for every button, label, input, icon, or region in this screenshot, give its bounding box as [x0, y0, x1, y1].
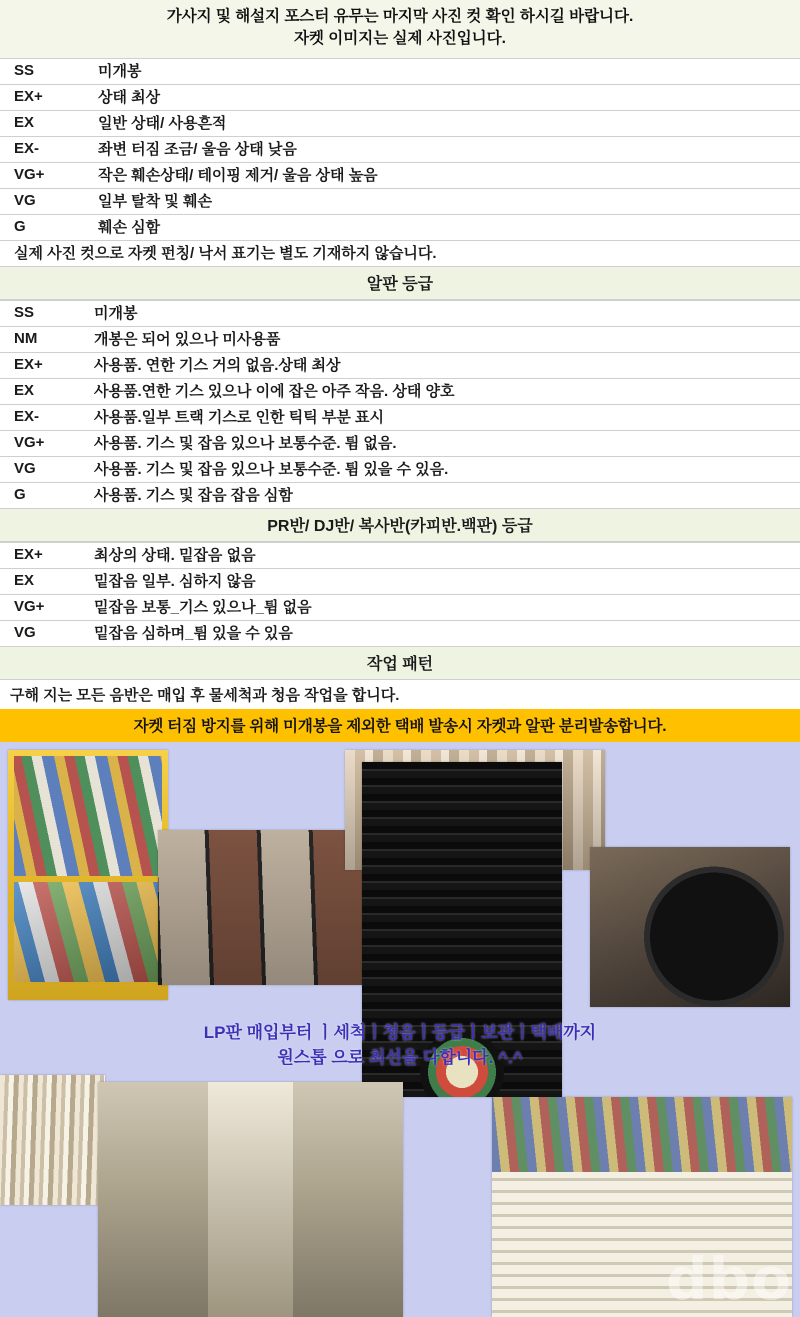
- photo-record-crates-yellow: [8, 750, 168, 1000]
- grade-description: 사용품. 연한 기스 거의 없음.상태 최상: [88, 352, 800, 378]
- grade-code: EX+: [0, 542, 88, 568]
- table-row: [0, 568, 800, 594]
- pr-section-title: PR반/ DJ반/ 복사반(카피반.백판) 등급: [0, 508, 800, 541]
- disc-section-header-row: [0, 266, 800, 299]
- photo-album-portraits: [158, 830, 363, 985]
- grade-code: EX-: [0, 404, 88, 430]
- grade-description: 밑잡음 심하며_튐 있을 수 있음: [88, 620, 800, 646]
- grade-code: SS: [0, 58, 94, 84]
- tagline-line-1: LP판 매입부터 ㅣ세척ㅣ청음ㅣ등급ㅣ보관ㅣ택배까지: [203, 1022, 597, 1042]
- grade-description: 사용품.연한 기스 있으나 이에 잡은 아주 작음. 상태 양호: [88, 378, 800, 404]
- table-row: [0, 378, 800, 404]
- aisle-floor: [208, 1082, 293, 1317]
- table-row: [0, 620, 800, 646]
- notice-line-2: 자켓 이미지는 실제 사진입니다.: [294, 30, 506, 48]
- photo-collage: [0, 742, 800, 1317]
- grade-description: 밑잡음 일부. 심하지 않음: [88, 568, 800, 594]
- jacket-grade-table: [0, 58, 800, 300]
- disc-grade-table: [0, 300, 800, 542]
- shipping-highlight-bar: 자켓 터짐 방지를 위해 미개봉을 제외한 택배 발송시 자켓과 알판 분리발송합니다.: [0, 709, 800, 742]
- grade-code: EX+: [0, 352, 88, 378]
- grade-description: 사용품. 기스 및 잡음 있으나 보통수준. 튐 없음.: [88, 430, 800, 456]
- grade-description: 일부 탈착 및 훼손: [94, 188, 800, 214]
- pr-section-header-row: [0, 508, 800, 541]
- jacket-footnote-row: [0, 240, 800, 266]
- work-section-line: 구해 지는 모든 음반은 매입 후 물세척과 청음 작업을 합니다.: [0, 680, 800, 709]
- table-row: [0, 326, 800, 352]
- table-row: [0, 542, 800, 568]
- jacket-footnote: 실제 사진 컷으로 자켓 펀칭/ 낙서 표기는 별도 기재하지 않습니다.: [0, 240, 800, 266]
- grade-description: 사용품. 기스 및 잡음 잡음 심함: [88, 482, 800, 508]
- table-row: [0, 58, 800, 84]
- grade-code: G: [0, 214, 94, 240]
- grade-description: 최상의 상태. 밑잡음 없음: [88, 542, 800, 568]
- grade-code: SS: [0, 300, 88, 326]
- pr-grade-table: [0, 542, 800, 680]
- photo-turntable: [590, 847, 790, 1007]
- service-tagline: [0, 1020, 800, 1071]
- top-notice: [0, 0, 800, 58]
- grade-code: EX+: [0, 84, 94, 110]
- grade-code: EX: [0, 568, 88, 594]
- grade-code: NM: [0, 326, 88, 352]
- table-row: [0, 352, 800, 378]
- notice-line-1: 가사지 및 해설지 포스터 유무는 마지막 사진 컷 확인 하시길 바랍니다.: [166, 8, 634, 25]
- grade-description: 사용품. 기스 및 잡음 있으나 보통수준. 튐 있을 수 있음.: [88, 456, 800, 482]
- grade-description: 작은 훼손상태/ 테이핑 제거/ 울음 상태 높음: [94, 162, 800, 188]
- photo-warehouse-aisle: [98, 1082, 403, 1317]
- disc-section-title: 알판 등급: [0, 266, 800, 299]
- photo-record-crates-covers: [14, 756, 162, 876]
- boxed-records-top-covers: [492, 1097, 792, 1172]
- grade-description: 미개봉: [88, 300, 800, 326]
- table-row: [0, 162, 800, 188]
- table-row: [0, 214, 800, 240]
- table-row: [0, 430, 800, 456]
- table-row: [0, 300, 800, 326]
- grade-description: 좌변 터짐 조금/ 울음 상태 낮음: [94, 136, 800, 162]
- grade-code: G: [0, 482, 88, 508]
- grade-description: 상태 최상: [94, 84, 800, 110]
- table-row: [0, 594, 800, 620]
- work-section-title: 작업 패턴: [0, 646, 800, 679]
- grade-description: 일반 상태/ 사용흔적: [94, 110, 800, 136]
- tagline-line-2: 원스톱 으로 최선을 다합니다. ^.^: [277, 1048, 523, 1068]
- table-row: [0, 188, 800, 214]
- table-row: [0, 456, 800, 482]
- grade-code: EX: [0, 110, 94, 136]
- work-section-header-row: [0, 646, 800, 679]
- grade-description: 미개봉: [94, 58, 800, 84]
- grade-code: VG+: [0, 162, 94, 188]
- table-row: [0, 110, 800, 136]
- grade-description: 훼손 심함: [94, 214, 800, 240]
- grade-code: VG: [0, 188, 94, 214]
- grade-code: VG: [0, 620, 88, 646]
- table-row: [0, 404, 800, 430]
- table-row: [0, 136, 800, 162]
- grade-description: 밑잡음 보통_기스 있으나_튐 없음: [88, 594, 800, 620]
- photo-storage-shelf-left: [0, 1075, 105, 1205]
- photo-record-crates-sleeves: [14, 882, 162, 982]
- grade-code: VG+: [0, 430, 88, 456]
- table-row: [0, 482, 800, 508]
- grade-code: EX-: [0, 136, 94, 162]
- grade-description: 개봉은 되어 있으나 미사용품: [88, 326, 800, 352]
- watermark: dbo: [666, 1244, 792, 1313]
- grade-description: 사용품.일부 트랙 기스로 인한 틱틱 부분 표시: [88, 404, 800, 430]
- grade-code: EX: [0, 378, 88, 404]
- table-row: [0, 84, 800, 110]
- grade-code: VG+: [0, 594, 88, 620]
- grade-code: VG: [0, 456, 88, 482]
